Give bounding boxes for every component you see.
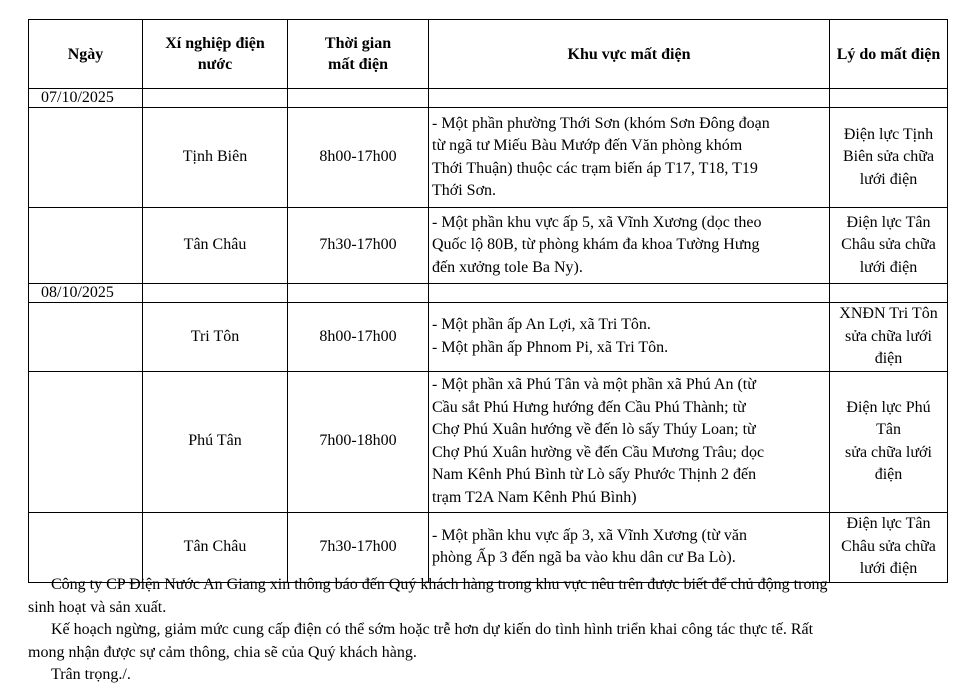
unit-cell: Tri Tôn — [143, 303, 288, 372]
reason-cell — [830, 108, 948, 208]
empty-cell — [288, 284, 429, 303]
table-row — [29, 208, 948, 284]
time-cell: 8h00-17h00 — [288, 303, 429, 372]
reason-line: XNĐN Tri Tôn — [839, 305, 938, 322]
reason-line: Biên sửa chữa — [842, 148, 935, 166]
reason-cell — [830, 208, 948, 284]
empty-cell — [830, 284, 948, 303]
empty-cell — [429, 89, 830, 108]
notice-notes — [28, 574, 948, 687]
header-unit-line: nước — [197, 56, 233, 73]
date-cell: 08/10/2025 — [29, 284, 143, 303]
reason-line: Điện lực Tịnh — [843, 125, 934, 143]
header-time-line: mất điện — [328, 56, 388, 73]
area-line: - Một phần ấp Phnom Pi, xã Tri Tôn. — [432, 338, 669, 356]
reason-line: lưới điện — [859, 258, 918, 276]
area-line: Chợ Phú Xuân hướng về đến lò sấy Thúy Loan; từ — [432, 421, 756, 438]
empty-cell — [29, 208, 143, 284]
area-line: Quốc lộ 80B, từ phòng khám đa khoa Tường Hưng — [432, 236, 760, 254]
empty-cell — [143, 89, 288, 108]
notice-paragraph — [28, 619, 948, 664]
notice-paragraph — [28, 574, 948, 619]
area-line: Chợ Phú Xuân hường về đến Cầu Mương Trâu; dọc — [432, 443, 765, 461]
reason-cell — [830, 303, 948, 372]
time-cell: 7h30-17h00 — [288, 512, 429, 582]
area-line: - Một phần khu vực ấp 3, xã Vĩnh Xương (từ văn — [432, 526, 748, 544]
unit-cell: Tân Châu — [143, 512, 288, 582]
time-cell: 7h30-17h00 — [288, 208, 429, 284]
area-cell — [429, 371, 830, 512]
header-time-line: Thời gian — [324, 35, 392, 52]
empty-cell — [29, 512, 143, 582]
table-row — [29, 371, 948, 512]
area-cell — [429, 512, 830, 582]
area-line: Thới Thuận) thuộc các trạm biến áp T17, T18, T19 — [432, 159, 758, 177]
reason-line: Điện lực Tân — [846, 213, 931, 231]
area-line: Cầu sắt Phú Hưng hướng đến Cầu Phú Thành; từ — [432, 398, 746, 416]
reason-line: lưới điện — [859, 170, 918, 188]
notice-text: sinh hoạt và sản xuất. — [28, 598, 167, 616]
empty-cell — [29, 371, 143, 512]
closing-text — [28, 664, 948, 687]
area-line: - Một phần ấp An Lợi, xã Tri Tôn. — [432, 316, 651, 334]
reason-line: Châu sửa chữa — [841, 537, 936, 555]
header-time — [288, 20, 429, 89]
notice-text: Kế hoạch ngừng, giảm mức cung cấp điện có thể sớm hoặc trễ hơn dự kiến do tình hình triển khai công tác thực tế. Rất — [51, 621, 814, 638]
empty-cell — [29, 108, 143, 208]
area-line: - Một phần xã Phú Tân và một phần xã Phú An (từ — [432, 376, 756, 393]
empty-cell — [29, 303, 143, 372]
empty-cell — [288, 89, 429, 108]
empty-cell — [830, 89, 948, 108]
time-cell: 7h00-18h00 — [288, 371, 429, 512]
header-area: Khu vực mất điện — [429, 20, 830, 89]
notice-text: Công ty CP Điện Nước An Giang xin thông báo đến Quý khách hàng trong khu vực nêu trên được biết để chủ động trong — [51, 576, 828, 593]
date-cell: 07/10/2025 — [29, 89, 143, 108]
empty-cell — [143, 284, 288, 303]
area-line: Nam Kênh Phú Bình từ Lò sấy Phước Thịnh 2 đến — [432, 466, 757, 483]
empty-cell — [429, 284, 830, 303]
unit-cell: Tân Châu — [143, 208, 288, 284]
unit-cell: Tịnh Biên — [143, 108, 288, 208]
unit-cell: Phú Tân — [143, 371, 288, 512]
reason-line: lưới điện — [859, 560, 918, 578]
area-cell — [429, 208, 830, 284]
area-line: từ ngã tư Miếu Bàu Mướp đến Văn phòng khóm — [432, 137, 743, 154]
date-row — [29, 284, 948, 303]
reason-line: sửa chữa lưới điện — [845, 443, 932, 483]
area-line: phòng Ấp 3 đến ngã ba vào khu dân cư Ba Lò). — [432, 549, 736, 566]
date-row — [29, 89, 948, 108]
reason-line: Điện lực Phú Tân — [846, 398, 931, 438]
table-row — [29, 512, 948, 582]
area-line: - Một phần phường Thới Sơn (khóm Sơn Đông đoạn — [432, 114, 770, 132]
area-line: Thới Sơn. — [432, 182, 497, 199]
outage-schedule-table — [28, 19, 948, 583]
table-header-row — [29, 20, 948, 89]
time-cell: 8h00-17h00 — [288, 108, 429, 208]
notice-text: Trân trọng./. — [51, 666, 131, 683]
table-row — [29, 108, 948, 208]
header-date: Ngày — [29, 20, 143, 89]
reason-cell — [830, 371, 948, 512]
reason-line: Điện lực Tân — [846, 515, 931, 533]
header-unit-line: Xí nghiệp điện — [165, 35, 265, 52]
reason-cell — [830, 512, 948, 582]
header-reason: Lý do mất điện — [830, 20, 948, 89]
area-cell — [429, 108, 830, 208]
reason-line: sửa chữa lưới điện — [845, 327, 932, 367]
area-line: đến xưởng tole Ba Ny). — [432, 258, 583, 276]
area-line: trạm T2A Nam Kênh Phú Bình) — [432, 488, 637, 506]
reason-line: Châu sửa chữa — [841, 236, 936, 254]
area-line: - Một phần khu vực ấp 5, xã Vĩnh Xương (dọc theo — [432, 213, 762, 231]
notice-text: mong nhận được sự cảm thông, chia sẽ của Quý khách hàng. — [28, 643, 417, 661]
area-cell — [429, 303, 830, 372]
table-row — [29, 303, 948, 372]
header-unit — [143, 20, 288, 89]
